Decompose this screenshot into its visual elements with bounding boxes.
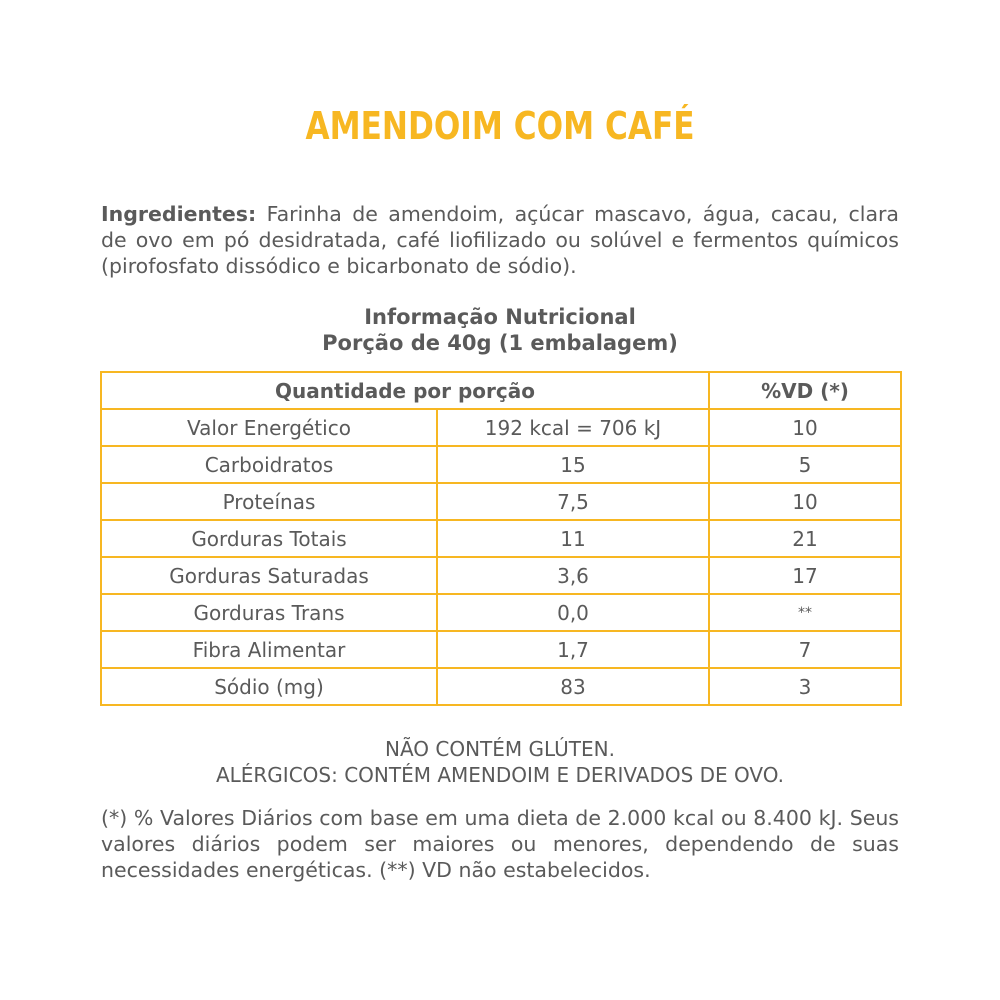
table-header-row	[101, 372, 901, 409]
nutrient-name: Carboidratos	[101, 446, 437, 483]
nutrient-amount: 11	[437, 520, 709, 557]
nutrient-vd: 10	[709, 483, 901, 520]
table-row	[101, 594, 901, 631]
nutrient-vd: 5	[709, 446, 901, 483]
gluten-note: NÃO CONTÉM GLÚTEN.	[385, 737, 615, 761]
table-row	[101, 446, 901, 483]
ingredients-label: Ingredientes:	[101, 202, 257, 226]
nutrient-vd: 7	[709, 631, 901, 668]
nutrient-vd: 3	[709, 668, 901, 705]
nutrient-vd: 17	[709, 557, 901, 594]
nutrition-table	[100, 371, 902, 706]
nutrient-name: Valor Energético	[101, 409, 437, 446]
nutrient-vd: **	[709, 594, 901, 631]
header-vd: %VD (*)	[709, 372, 901, 409]
nutrient-name: Gorduras Trans	[101, 594, 437, 631]
nutrient-amount: 7,5	[437, 483, 709, 520]
footnote: (*) % Valores Diários com base em uma dieta de 2.000 kcal ou 8.400 kJ. Seus valores diários podem ser maiores ou menores, dependendo de suas necessidades energéticas. (**) VD não estabelecidos.	[101, 806, 899, 882]
product-title: AMENDOIM COM CAFÉ	[305, 104, 695, 148]
nutrition-heading-block	[0, 304, 1000, 356]
header-quantity: Quantidade por porção	[101, 372, 709, 409]
nutrient-amount: 192 kcal = 706 kJ	[437, 409, 709, 446]
table-row	[101, 520, 901, 557]
nutrient-amount: 83	[437, 668, 709, 705]
table-row	[101, 409, 901, 446]
ingredients-text: Farinha de amendoim, açúcar mascavo, água, cacau, clara de ovo em pó desidratada, café liofilizado ou solúvel e fermentos químicos (pirofosfato dissódico e bicarbonato de sódio).	[101, 202, 899, 278]
table-body	[101, 409, 901, 705]
table-row	[101, 631, 901, 668]
nutrient-name: Fibra Alimentar	[101, 631, 437, 668]
allergen-note: ALÉRGICOS: CONTÉM AMENDOIM E DERIVADOS DE OVO.	[215, 763, 785, 787]
ingredients-block	[101, 201, 899, 279]
nutrient-name: Proteínas	[101, 483, 437, 520]
nutrient-amount: 1,7	[437, 631, 709, 668]
nutrition-heading: Informação Nutricional	[364, 305, 636, 329]
nutrient-name: Sódio (mg)	[101, 668, 437, 705]
table-row	[101, 668, 901, 705]
nutrient-name: Gorduras Totais	[101, 520, 437, 557]
nutrient-amount: 15	[437, 446, 709, 483]
table-row	[101, 483, 901, 520]
nutrient-vd: 21	[709, 520, 901, 557]
table-row	[101, 557, 901, 594]
nutrient-vd: 10	[709, 409, 901, 446]
nutrient-name: Gorduras Saturadas	[101, 557, 437, 594]
nutrient-amount: 3,6	[437, 557, 709, 594]
portion-size: Porção de 40g (1 embalagem)	[322, 331, 678, 355]
notes-block	[0, 736, 1000, 788]
nutrient-amount: 0,0	[437, 594, 709, 631]
